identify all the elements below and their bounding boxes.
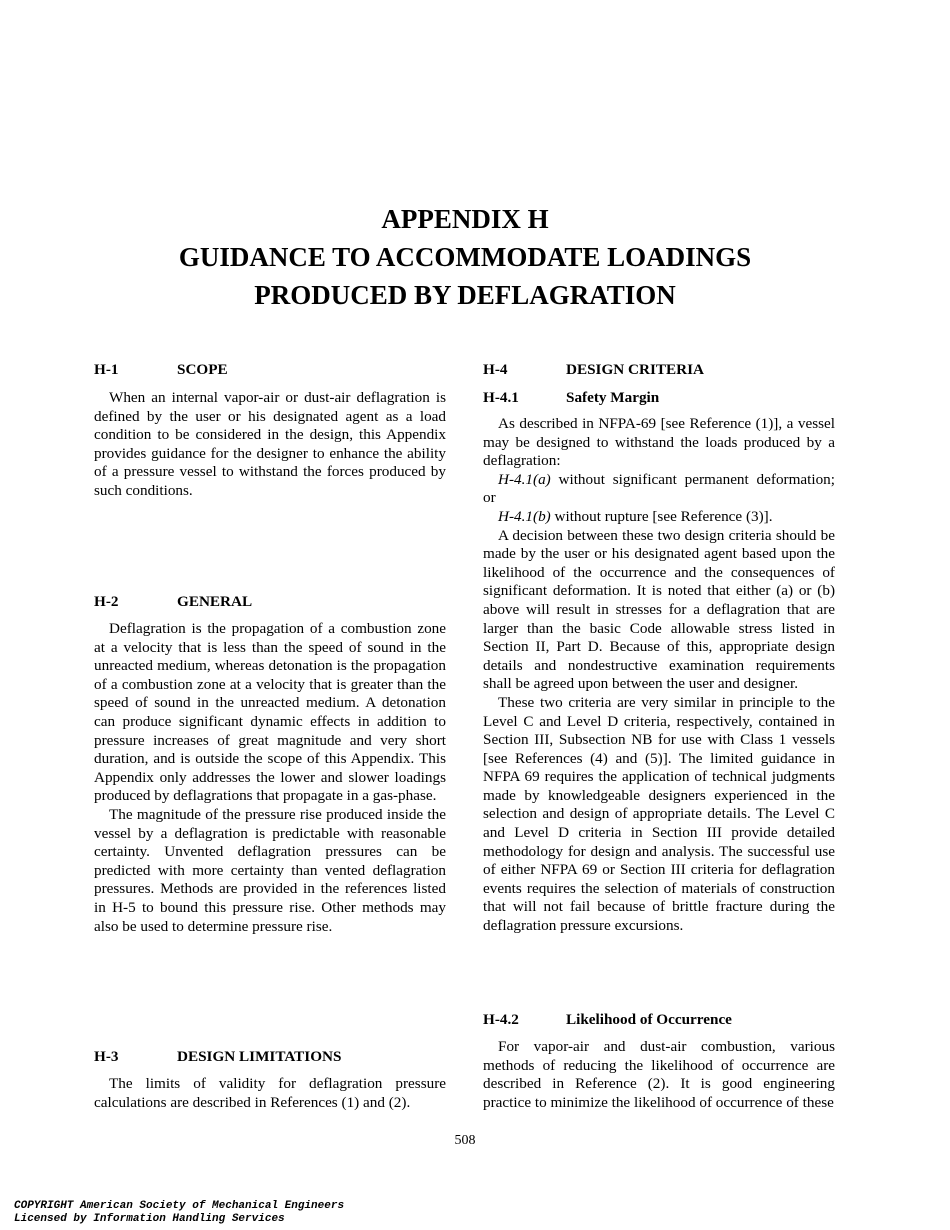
- subsection-heading: [483, 1010, 835, 1030]
- list-item-a: [483, 471, 835, 508]
- copyright-line: COPYRIGHT American Society of Mechanical Engineers: [14, 1200, 345, 1212]
- section-title: DESIGN LIMITATIONS: [177, 1048, 342, 1065]
- paragraph: A decision between these two design criteria should be made by the user or his designated agent based upon the likelihood of the occurrence and the consequences of significant deformation. It is noted that either (a) or (b) above will result in stresses for a deflagration that are larger than the basic Code allowable stress listed in Section II, Part D. Because of this, appropriate design details and nondestructive examination requirements shall be agreed upon between the user and designer.: [483, 526, 835, 693]
- paragraph: For vapor-air and dust-air combustion, various methods of reducing the likelihood of occurrence are described in Reference (2). It is good engineering practice to minimize the likelihood of occurrence of these: [483, 1038, 835, 1111]
- item-text: without significant permanent deformation; or: [483, 470, 835, 507]
- paragraph: These two criteria are very similar in principle to the Level C and Level D criteria, respectively, contained in Section III, Subsection NB for use with Class 1 vessels [see References (4) and (5)]. The limited guidance in NFPA 69 requires the application of technical judgments made by knowledgeable designers experienced in the selection and design of appropriate details. The Level C and Level D criteria in Section III provide detailed methodology for design and analysis. The successful use of either NFPA 69 or Section III criteria for deflagration events requires the selection of materials of construction that will not fail because of brittle fracture during the deflagration pressure excursions.: [483, 693, 835, 935]
- item-text: without rupture [see Reference (3)].: [550, 507, 773, 525]
- section-heading: [483, 360, 835, 380]
- appendix-title-line1: GUIDANCE TO ACCOMMODATE LOADINGS: [178, 242, 752, 272]
- paragraph: The limits of validity for deflagration pressure calculations are described in References (1) and (2).: [94, 1075, 446, 1111]
- license-line: Licensed by Information Handling Services: [14, 1213, 285, 1225]
- section-title: SCOPE: [177, 361, 228, 378]
- section-number: H-1: [94, 361, 119, 378]
- section-number: H-3: [94, 1048, 119, 1065]
- section-h2: [94, 592, 446, 936]
- section-heading: [94, 360, 446, 380]
- section-number: H-4: [483, 361, 508, 378]
- section-heading: [94, 592, 446, 612]
- section-title: GENERAL: [177, 593, 253, 610]
- subsection-title: Safety Margin: [566, 389, 660, 406]
- paragraph: The magnitude of the pressure rise produced inside the vessel by a deflagration is predictable with reasonable certainty. Unvented deflagration pressures can be predicted with more certainty than vented deflagration pressures. Methods are provided in the references listed in H-5 to bound this pressure rise. Other methods may also be used to determine pressure rise.: [94, 805, 446, 935]
- section-number: H-2: [94, 593, 119, 610]
- subsection-number: H-4.1: [483, 389, 519, 406]
- copyright-notice: [14, 1200, 344, 1226]
- page-title-block: [0, 200, 930, 314]
- section-h3: [94, 1047, 446, 1112]
- section-h42: [483, 1010, 835, 1112]
- section-title: DESIGN CRITERIA: [566, 361, 704, 378]
- list-item-b: [483, 508, 835, 527]
- item-label: H-4.1(a): [498, 470, 551, 488]
- paragraph: Deflagration is the propagation of a combustion zone at a velocity that is less than the speed of sound in the unreacted medium, whereas detonation is the propagation of a combustion zone at a velocity that is greater than the speed of sound in the unreacted medium. A detonation can produce significant dynamic effects in addition to pressure increases of great magnitude and very short duration, and is outside the scope of this Appendix. This Appendix only addresses the lower and slower loadings produced by deflagrations that propagate in a gas-phase.: [94, 620, 446, 805]
- appendix-title-line2: PRODUCED BY DEFLAGRATION: [254, 280, 676, 310]
- paragraph: When an internal vapor-air or dust-air deflagration is defined by the user or his designated agent as a load condition to be considered in the design, this Appendix provides guidance for the designer to enhance the ability of a pressure vessel to withstand the forces produced by such conditions.: [94, 389, 446, 499]
- item-label: H-4.1(b): [498, 507, 551, 525]
- appendix-label: APPENDIX H: [381, 204, 549, 234]
- section-h4: [483, 360, 835, 936]
- subsection-number: H-4.2: [483, 1011, 519, 1028]
- section-heading: [94, 1047, 446, 1067]
- subsection-heading: [483, 388, 835, 408]
- section-h1: [94, 360, 446, 501]
- subsection-title: Likelihood of Occurrence: [566, 1011, 732, 1028]
- page-number: 508: [454, 1133, 476, 1148]
- paragraph: As described in NFPA-69 [see Reference (1)], a vessel may be designed to withstand the loads produced by a deflagration:: [483, 415, 835, 470]
